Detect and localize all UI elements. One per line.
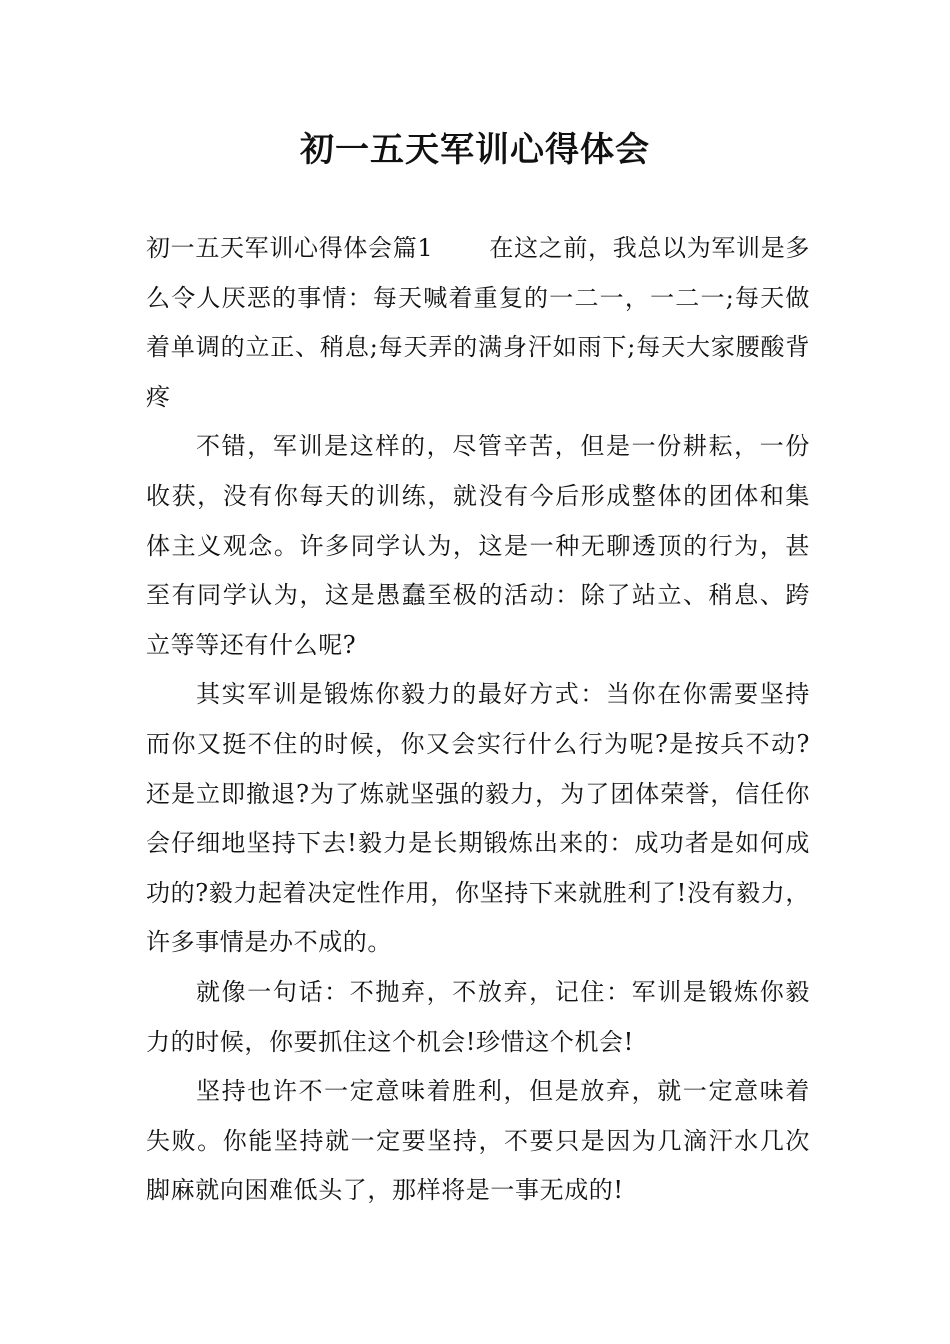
paragraph-3: 其实军训是锻炼你毅力的最好方式：当你在你需要坚持而你又挺不住的时候，你又会实行什么行为呢?是按兵不动?还是立即撤退?为了炼就坚强的毅力，为了团体荣誉，信任你会仔细地坚持下去!毅力是长期锻炼出来的：成功者是如何成功的?毅力起着决定性作用，你坚持下来就胜利了!没有毅力，许多事情是办不成的。 [146, 680, 810, 957]
paragraph-1 [146, 224, 810, 422]
paragraph-5: 坚持也许不一定意味着胜利，但是放弃，就一定意味着失败。你能坚持就一定要坚持，不要只是因为几滴汗水几次脚麻就向困难低头了，那样将是一事无成的! [146, 1077, 810, 1205]
document-body [146, 224, 810, 1216]
paragraph-1-text: 在这之前，我总以为军训是多么令人厌恶的事情：每天喊着重复的一二一，一二一;每天做着单调的立正、稍息;每天弄的满身汗如雨下;每天大家腰酸背疼 [146, 234, 810, 411]
paragraph-1-heading: 初一五天军训心得体会篇1 [146, 234, 434, 262]
document-title: 初一五天军训心得体会 [300, 130, 650, 170]
paragraph-4: 就像一句话：不抛弃，不放弃，记住：军训是锻炼你毅力的时候，你要抓住这个机会!珍惜这个机会! [146, 977, 810, 1056]
paragraph-2: 不错，军训是这样的，尽管辛苦，但是一份耕耘，一份收获，没有你每天的训练，就没有今后形成整体的团体和集体主义观念。许多同学认为，这是一种无聊透顶的行为，甚至有同学认为，这是愚蠢至极的活动：除了站立、稍息、跨立等等还有什么呢? [146, 432, 810, 659]
